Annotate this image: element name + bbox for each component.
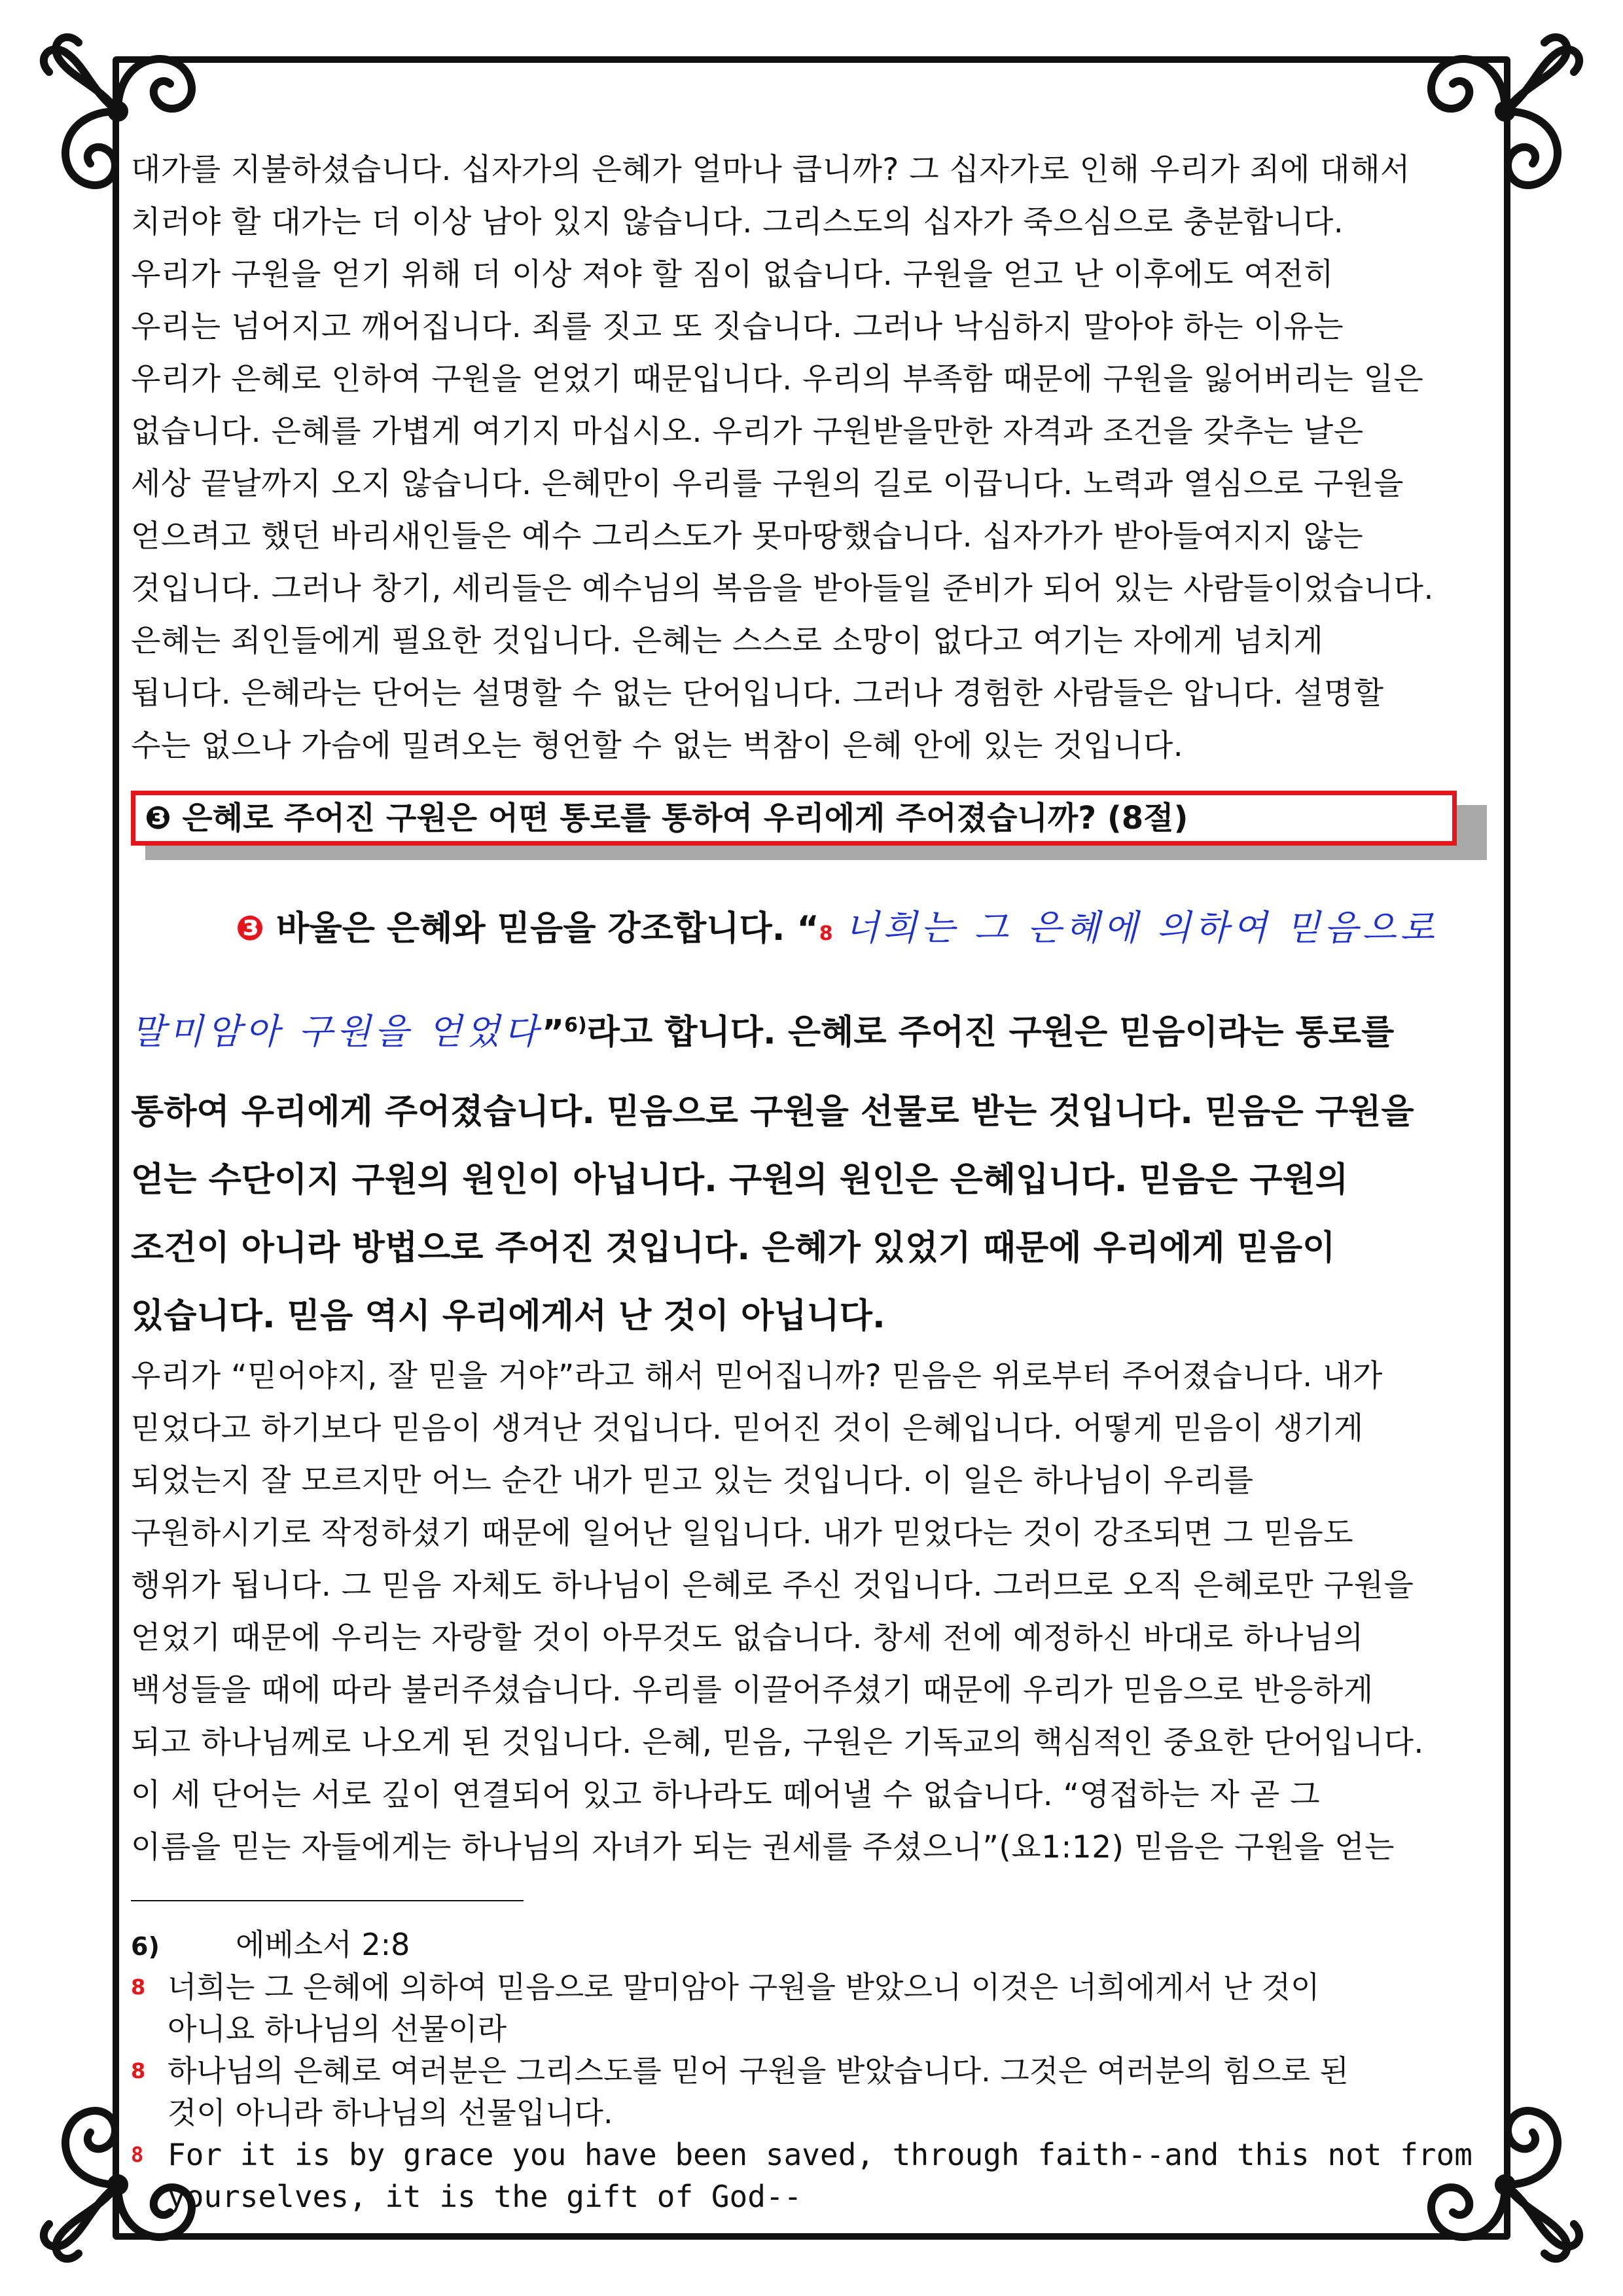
question-text: ❸ 은혜로 주어진 구원은 어떤 통로를 통하여 우리에게 주어졌습니까? (8절) xyxy=(131,791,1457,846)
footnote-line: 아니요 하나님의 선물이라 xyxy=(168,2011,507,2047)
answer-line xyxy=(131,980,1492,1078)
verse-number: 8 xyxy=(819,922,833,945)
text-line: 이름을 믿는 자들에게는 하나님의 자녀가 되는 권세를 주셨으니”(요1:12) 믿음은 구원을 얻는 xyxy=(131,1829,1395,1866)
question-box xyxy=(131,791,1492,869)
verse-number: 8 xyxy=(131,2142,144,2168)
handwritten-quote: 말미암아 구원을 얻었다 xyxy=(131,1011,542,1052)
answer-section xyxy=(131,882,1492,1350)
verse-number: 8 xyxy=(131,2058,146,2084)
footnote-ref[interactable]: 6) xyxy=(564,1014,587,1037)
footnote-verse xyxy=(131,1966,1492,2050)
text-line: 믿었다고 하기보다 믿음이 생겨난 것입니다. 믿어진 것이 은혜입니다. 어떻게 믿음이 생기게 xyxy=(131,1410,1364,1447)
text-line: 구원하시기로 작정하셨기 때문에 일어난 일입니다. 내가 믿었다는 것이 강조되면 그 믿음도 xyxy=(131,1515,1354,1552)
answer-line: 통하여 우리에게 주어졌습니다. 믿음으로 구원을 선물로 받는 것입니다. 믿음은 구원을 xyxy=(131,1092,1414,1132)
text-line: 치러야 할 대가는 더 이상 남아 있지 않습니다. 그리스도의 십자가 죽으심으로 충분합니다. xyxy=(131,204,1344,240)
text-line: 우리가 구원을 얻기 위해 더 이상 져야 할 짐이 없습니다. 구원을 얻고 난 이후에도 여전히 xyxy=(131,257,1334,293)
answer-lead: 바울은 은혜와 믿음을 강조합니다. “ xyxy=(264,909,819,948)
text-line: 이 세 단어는 서로 깊이 연결되어 있고 하나라도 떼어낼 수 없습니다. “영접하는 자 곧 그 xyxy=(131,1777,1321,1814)
page-content xyxy=(131,144,1492,2217)
text-line: 것입니다. 그러나 창기, 세리들은 예수님의 복음을 받아들일 준비가 되어 있는 사람들이었습니다. xyxy=(131,571,1434,607)
text-line: 은혜는 죄인들에게 필요한 것입니다. 은혜는 스스로 소망이 없다고 여기는 자에게 넘치게 xyxy=(131,623,1324,659)
footnote-line: For it is by grace you have been saved, through faith--and this not from xyxy=(168,2137,1472,2173)
footnote-reference: 에베소서 2:8 xyxy=(236,1927,410,1963)
answer-line: 얻는 수단이지 구원의 원인이 아닙니다. 구원의 원인은 은혜입니다. 믿음은 구원의 xyxy=(131,1160,1349,1200)
verse-number: 8 xyxy=(131,1975,146,2000)
answer-line: 조건이 아니라 방법으로 주어진 것입니다. 은혜가 있었기 때문에 우리에게 믿음이 xyxy=(131,1229,1336,1268)
footnote-verse xyxy=(131,2050,1492,2134)
quote-close: ” xyxy=(541,1013,565,1052)
answer-line: 있습니다. 믿음 역시 우리에게서 난 것이 아닙니다. xyxy=(131,1297,885,1336)
text-line: 대가를 지불하셨습니다. 십자가의 은혜가 얼마나 큽니까? 그 십자가로 인해 우리가 죄에 대해서 xyxy=(131,152,1410,188)
footnote-line: yourselves, it is the gift of God-- xyxy=(168,2179,802,2215)
text-line: 얻었기 때문에 우리는 자랑할 것이 아무것도 없습니다. 창세 전에 예정하신 바대로 하나님의 xyxy=(131,1620,1364,1657)
text-line: 됩니다. 은혜라는 단어는 설명할 수 없는 단어입니다. 그러나 경험한 사람들은 압니다. 설명할 xyxy=(131,675,1384,711)
text-line: 우리는 넘어지고 깨어집니다. 죄를 짓고 또 짓습니다. 그러나 낙심하지 말아야 하는 이유는 xyxy=(131,309,1344,345)
answer-line xyxy=(131,882,1492,980)
footnote-line: 하나님의 은혜로 여러분은 그리스도를 믿어 구원을 받았습니다. 그것은 여러분의 힘으로 된 xyxy=(168,2053,1349,2089)
text-line: 우리가 “믿어야지, 잘 믿을 거야”라고 해서 믿어집니까? 믿음은 위로부터 주어졌습니다. 내가 xyxy=(131,1358,1383,1395)
text-line: 세상 끝날까지 오지 않습니다. 은혜만이 우리를 구원의 길로 이끕니다. 노력과 열심으로 구원을 xyxy=(131,466,1404,502)
footnote-mark: 6) xyxy=(131,1932,160,1962)
footnote-divider xyxy=(131,1900,524,1901)
footnote-line: 것이 아니라 하나님의 선물입니다. xyxy=(168,2095,613,2131)
footnote-verse xyxy=(131,2134,1492,2217)
footnote-line: 너희는 그 은혜에 의하여 믿음으로 말미암아 구원을 받았으니 이것은 너희에게서 난 것이 xyxy=(168,1969,1320,2005)
answer-after-quote: 라고 합니다. 은혜로 주어진 구원은 믿음이라는 통로를 xyxy=(586,1013,1395,1052)
answer-marker: ❸ xyxy=(236,909,265,948)
text-line: 얻으려고 했던 바리새인들은 예수 그리스도가 못마땅했습니다. 십자가가 받아들여지지 않는 xyxy=(131,518,1364,554)
text-line: 행위가 됩니다. 그 믿음 자체도 하나님이 은혜로 주신 것입니다. 그러므로 오직 은혜로만 구원을 xyxy=(131,1568,1414,1604)
text-line: 우리가 은혜로 인하여 구원을 얻었기 때문입니다. 우리의 부족함 때문에 구원을 잃어버리는 일은 xyxy=(131,361,1424,397)
footnote-heading xyxy=(131,1925,1492,1966)
text-line: 없습니다. 은혜를 가볍게 여기지 마십시오. 우리가 구원받을만한 자격과 조건을 갖추는 날은 xyxy=(131,414,1364,450)
footnotes xyxy=(131,1925,1492,2217)
text-line: 되었는지 잘 모르지만 어느 순간 내가 믿고 있는 것입니다. 이 일은 하나님이 우리를 xyxy=(131,1463,1254,1499)
text-line: 수는 없으나 가슴에 밀려오는 형언할 수 없는 벅참이 은혜 안에 있는 것입니다. xyxy=(131,728,1184,764)
paragraph-grace xyxy=(131,144,1492,772)
paragraph-faith xyxy=(131,1350,1492,1874)
text-line: 백성들을 때에 따라 불러주셨습니다. 우리를 이끌어주셨기 때문에 우리가 믿음으로 반응하게 xyxy=(131,1672,1374,1709)
handwritten-quote: 너희는 그 은혜에 의하여 믿음으로 xyxy=(844,907,1438,948)
text-line: 되고 하나님께로 나오게 된 것입니다. 은혜, 믿음, 구원은 기독교의 핵심적인 중요한 단어입니다. xyxy=(131,1725,1424,1761)
